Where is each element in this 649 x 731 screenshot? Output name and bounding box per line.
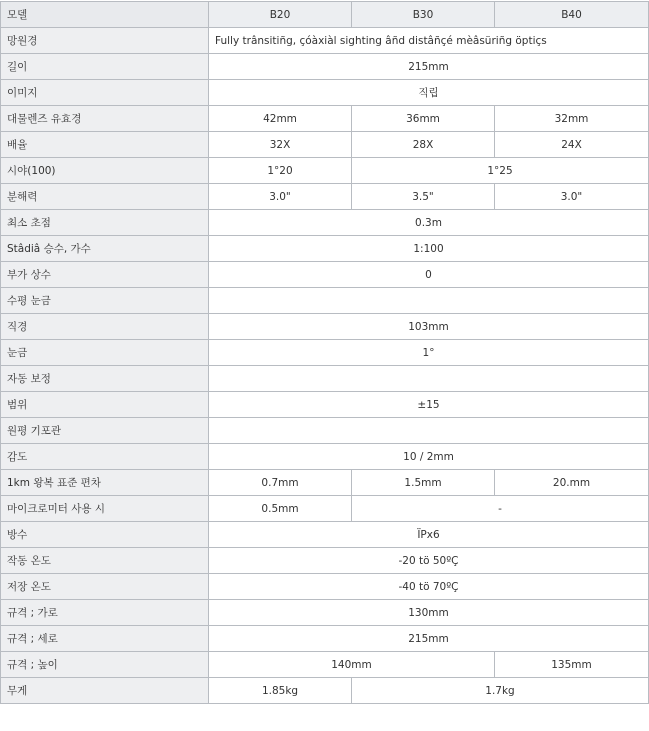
row-label: 1km 왕복 표준 편차 <box>1 470 209 496</box>
table-row <box>1 314 649 340</box>
table-row <box>1 158 649 184</box>
table-row <box>1 574 649 600</box>
row-value: 10 / 2mm <box>209 444 649 470</box>
table-row <box>1 184 649 210</box>
value-b30: 36mm <box>352 106 495 132</box>
value-b20: 1°20 <box>209 158 352 184</box>
table-row <box>1 548 649 574</box>
row-label: 분해력 <box>1 184 209 210</box>
header-row <box>1 2 649 28</box>
row-value: 0 <box>209 262 649 288</box>
row-value: 직립 <box>209 80 649 106</box>
table-row <box>1 236 649 262</box>
value-b30-b40: 1°25 <box>352 158 649 184</box>
table-row <box>1 444 649 470</box>
table-row <box>1 288 649 314</box>
row-value: Fully trânsitiñg, çóàxiàl sighting âñd distâñçé mèâsüriñg öptiçs <box>209 28 649 54</box>
row-value <box>209 288 649 314</box>
value-b40: 135mm <box>495 652 649 678</box>
row-label: 길이 <box>1 54 209 80</box>
value-b30: 3.5" <box>352 184 495 210</box>
row-value: 215mm <box>209 626 649 652</box>
row-label: 눈금 <box>1 340 209 366</box>
table-row <box>1 678 649 704</box>
row-label: 규격 ; 가로 <box>1 600 209 626</box>
table-row <box>1 652 649 678</box>
value-b20-b30: 140mm <box>209 652 495 678</box>
row-value: ÏPx6 <box>209 522 649 548</box>
table-row <box>1 418 649 444</box>
row-value: -40 tö 70ºÇ <box>209 574 649 600</box>
table-row <box>1 600 649 626</box>
value-b20: 0.5mm <box>209 496 352 522</box>
row-value: 215mm <box>209 54 649 80</box>
table-row <box>1 470 649 496</box>
value-b40: 24X <box>495 132 649 158</box>
value-b20: 1.85kg <box>209 678 352 704</box>
table-row <box>1 262 649 288</box>
model-b20: B20 <box>209 2 352 28</box>
table-row <box>1 80 649 106</box>
value-b20: 3.0" <box>209 184 352 210</box>
value-b20: 42mm <box>209 106 352 132</box>
row-value: 130mm <box>209 600 649 626</box>
row-label: 범위 <box>1 392 209 418</box>
row-value: 1:100 <box>209 236 649 262</box>
row-label: 최소 초점 <box>1 210 209 236</box>
row-label: 무게 <box>1 678 209 704</box>
value-b30-b40: - <box>352 496 649 522</box>
spec-table <box>0 1 649 704</box>
value-b30-b40: 1.7kg <box>352 678 649 704</box>
value-b30: 1.5mm <box>352 470 495 496</box>
table-row <box>1 522 649 548</box>
row-label: 자동 보정 <box>1 366 209 392</box>
row-label: 작동 온도 <box>1 548 209 574</box>
row-label: 방수 <box>1 522 209 548</box>
model-b40: B40 <box>495 2 649 28</box>
value-b40: 20.mm <box>495 470 649 496</box>
header-label: 모델 <box>1 2 209 28</box>
row-value <box>209 418 649 444</box>
table-row <box>1 132 649 158</box>
table-row <box>1 392 649 418</box>
row-value: ±15 <box>209 392 649 418</box>
row-label: 원평 기포관 <box>1 418 209 444</box>
row-label: 규격 ; 세로 <box>1 626 209 652</box>
row-label: 부가 상수 <box>1 262 209 288</box>
table-row <box>1 496 649 522</box>
row-label: 망원경 <box>1 28 209 54</box>
row-label: 이미지 <box>1 80 209 106</box>
row-label: 대물렌즈 유효경 <box>1 106 209 132</box>
value-b40: 32mm <box>495 106 649 132</box>
table-row <box>1 340 649 366</box>
table-row <box>1 366 649 392</box>
table-row <box>1 28 649 54</box>
row-label: 마이크로미터 사용 시 <box>1 496 209 522</box>
row-value: 1° <box>209 340 649 366</box>
row-label: 저장 온도 <box>1 574 209 600</box>
row-label: 배율 <box>1 132 209 158</box>
table-row <box>1 210 649 236</box>
row-value: 0.3m <box>209 210 649 236</box>
value-b20: 32X <box>209 132 352 158</box>
row-label: 규격 ; 높이 <box>1 652 209 678</box>
row-value <box>209 366 649 392</box>
row-label: Stâdiâ 승수, 가수 <box>1 236 209 262</box>
row-value: -20 tö 50ºÇ <box>209 548 649 574</box>
row-label: 시야(100) <box>1 158 209 184</box>
row-label: 감도 <box>1 444 209 470</box>
value-b40: 3.0" <box>495 184 649 210</box>
value-b30: 28X <box>352 132 495 158</box>
model-b30: B30 <box>352 2 495 28</box>
row-label: 직경 <box>1 314 209 340</box>
row-value: 103mm <box>209 314 649 340</box>
row-label: 수평 눈금 <box>1 288 209 314</box>
table-row <box>1 54 649 80</box>
value-b20: 0.7mm <box>209 470 352 496</box>
table-row <box>1 106 649 132</box>
table-row <box>1 626 649 652</box>
